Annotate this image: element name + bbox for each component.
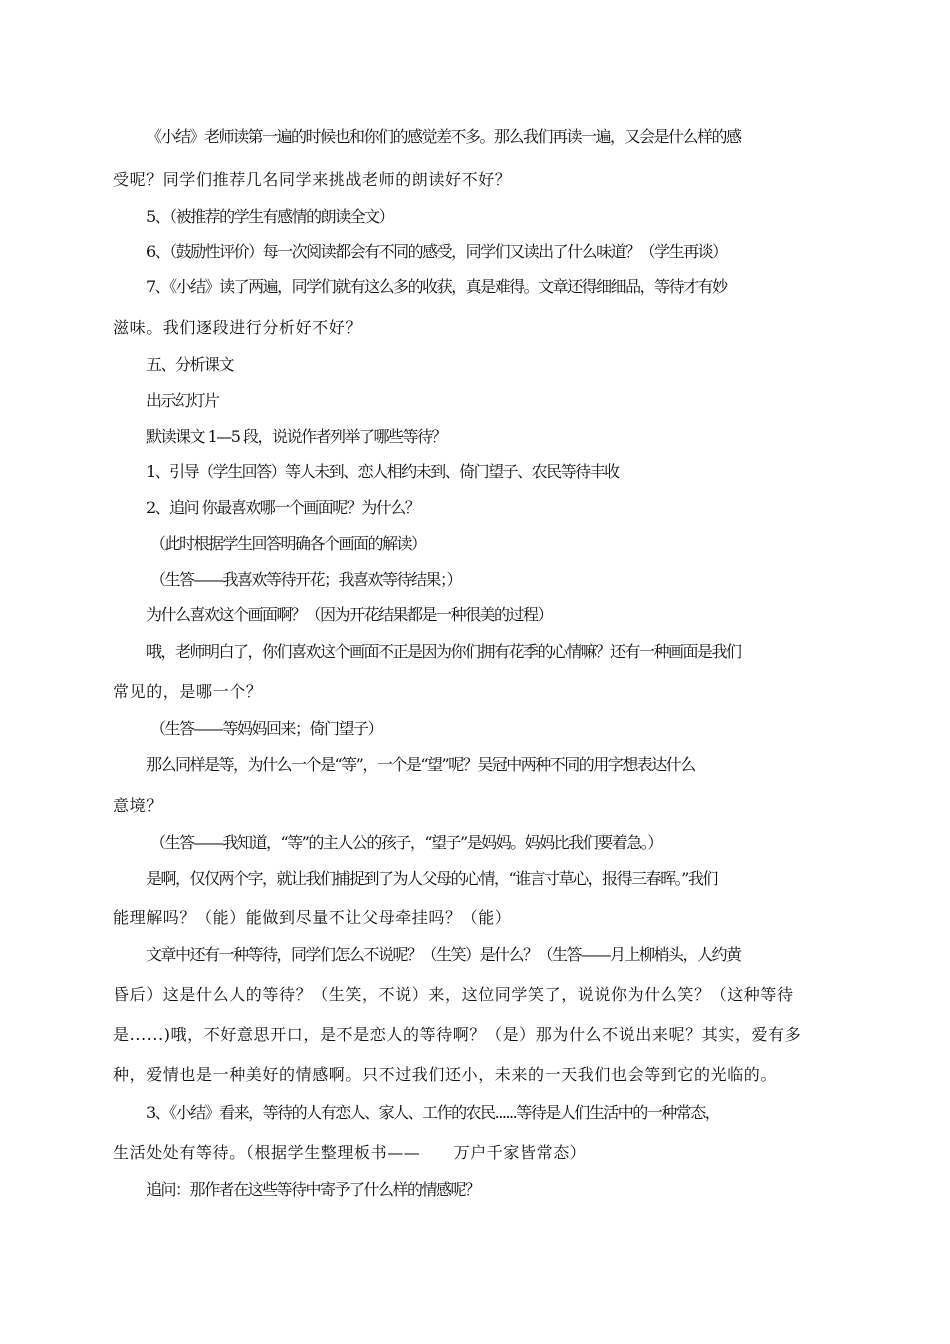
- paragraph-line: （生答——我知道，“等”的主人公的孩子，“望子”是妈妈。妈妈比我们要着急。）: [150, 833, 662, 852]
- paragraph-line: 为什么喜欢这个画面啊？（因为开花结果都是一种很美的过程）: [146, 605, 553, 624]
- paragraph-line: （生答——我喜欢等待开花；我喜欢等待结果；）: [150, 570, 462, 589]
- paragraph-line: 《小结》老师读第一遍的时候也和你们的感觉差不多。那么我们再读一遍，又会是什么样的感: [146, 127, 741, 146]
- paragraph-line: 1、引导（学生回答）等人未到、恋人相约未到、倚门望子、农民等待丰收: [146, 462, 619, 481]
- paragraph-line: 是......)哦，不好意思开口，是不是恋人的等待啊？（是）那为什么不说出来呢？其实，爱有多: [113, 1025, 802, 1044]
- paragraph-line: 种，爱情也是一种美好的情感啊。只不过我们还小，未来的一天我们也会等到它的光临的。: [113, 1065, 778, 1084]
- paragraph-line: 是啊，仅仅两个字，就让我们捕捉到了为人父母的心情，“谁言寸草心，报得三春晖。”我们: [146, 869, 717, 888]
- paragraph-line: 2、追问 你最喜欢哪一个画面呢？为什么？: [146, 498, 420, 517]
- paragraph-line: 文章中还有一种等待，同学们怎么不说呢？（生笑）是什么？（生答——月上柳梢头，人约黄: [146, 945, 741, 964]
- paragraph-line: 能理解吗？（能）能做到尽量不让父母牵挂吗？（能）: [113, 908, 512, 927]
- paragraph-line: （生答——等妈妈回来；倚门望子）: [150, 719, 383, 738]
- paragraph-line: 受呢？同学们推荐几名同学来挑战老师的朗读好不好？: [113, 170, 512, 189]
- paragraph-line: 出示幻灯片: [146, 391, 219, 410]
- paragraph-line: 3、《小结》看来，等待的人有恋人、家人、工作的农民......等待是人们生活中的一种常态，: [146, 1103, 720, 1122]
- paragraph-line: （此时根据学生回答明确各个画面的解读）: [150, 534, 426, 553]
- section-heading: 五、分析课文: [146, 355, 234, 374]
- paragraph-line: 默读课文 1—5 段，说说作者列举了哪些等待？: [146, 427, 447, 446]
- paragraph-line: 追问：那作者在这些等待中寄予了什么样的情感呢？: [146, 1180, 480, 1199]
- paragraph-line: 7、《小结》读了两遍，同学们就有这么多的收获，真是难得。文章还得细细品，等待才有妙: [146, 277, 727, 296]
- paragraph-line: 昏后）这是什么人的等待？（生笑，不说）来，这位同学笑了，说说你为什么笑？（这种等待: [113, 985, 794, 1004]
- paragraph-line: 6、（鼓励性评价）每一次阅读都会有不同的感受，同学们又读出了什么味道？（学生再谈）: [146, 242, 727, 261]
- paragraph-line: 5、（被推荐的学生有感情的朗读全文）: [146, 207, 394, 226]
- paragraph-line: 滋味。我们逐段进行分析好不好？: [113, 318, 363, 337]
- paragraph-line: 那么同样是等，为什么一个是“等”，一个是“望”呢？吴冠中两种不同的用字想表达什么: [146, 755, 695, 774]
- paragraph-line: 哦，老师明白了，你们喜欢这个画面不正是因为你们拥有花季的心情嘛？还有一种画面是我们: [146, 642, 741, 661]
- paragraph-line: 生活处处有等待。（根据学生整理板书—— 万户千家皆常态）: [113, 1143, 587, 1162]
- paragraph-line: 意境？: [113, 796, 163, 815]
- paragraph-line: 常见的，是哪一个？: [113, 682, 263, 701]
